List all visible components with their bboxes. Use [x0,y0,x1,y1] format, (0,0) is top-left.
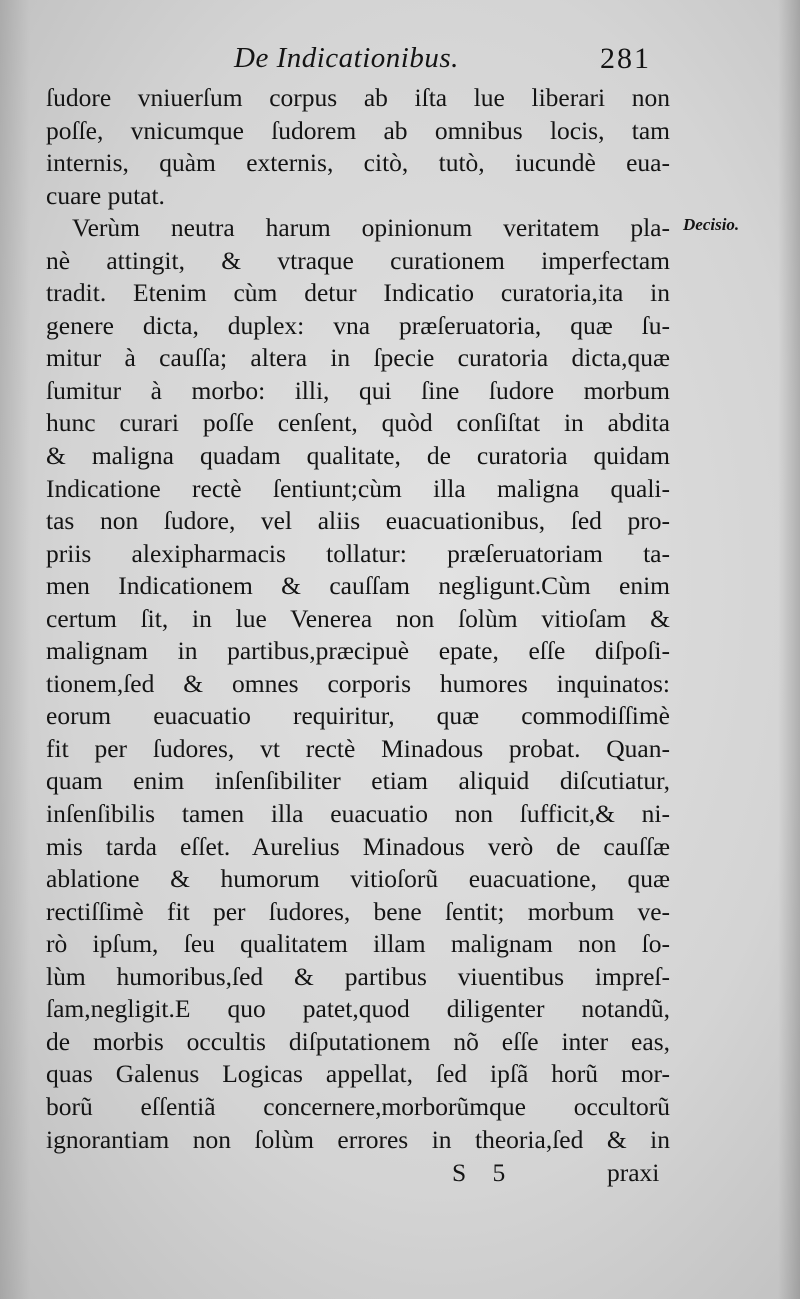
body-text [46,82,670,1156]
text-line: genere dicta, duplex: vna præſeruatoria, quæ ſu- [46,310,670,340]
text-line: mis tarda eſſet. Aurelius Minadous verò de cauſſæ [46,831,670,861]
text-line: certum ſit, in lue Venerea non ſolùm vitioſam & [46,603,670,633]
text-line: quas Galenus Logicas appellat, ſed ipſã horũ mor- [46,1059,670,1089]
text-line: de morbis occultis diſputationem nõ eſſe inter eas, [46,1026,670,1056]
running-title: De Indicationibus. [234,42,459,74]
signature-mark: S 5 [452,1158,516,1187]
text-line: men Indicationem & cauſſam negligunt.Cùm enim [46,571,670,601]
text-line: tradit. Etenim cùm detur Indicatio curatoria,ita in [46,278,670,308]
text-line: Indicatione rectè ſentiunt;cùm illa maligna quali- [46,473,670,503]
text-line: malignam in partibus,præcipuè epate, eſſe diſpoſi- [46,636,670,666]
margin-note: Decisio. [683,215,740,234]
text-line: rò ipſum, ſeu qualitatem illam malignam non ſo- [46,929,670,959]
text-line: tas non ſudore, vel aliis euacuationibus, ſed pro- [46,506,670,536]
text-line: Verùm neutra harum opinionum veritatem pla- [72,213,670,243]
text-line: ablatione & humorum vitioſorũ euacuatione, quæ [46,864,670,894]
text-line: ſumitur à morbo: illi, qui ſine ſudore morbum [46,375,670,405]
text-line: inſenſibilis tamen illa euacuatio non ſufficit,& ni- [46,799,670,829]
text-line: poſſe, vnicumque ſudorem ab omnibus locis, tam [46,115,670,145]
text-line: lùm humoribus,ſed & partibus viuentibus impreſ- [46,961,670,991]
text-line: eorum euacuatio requiritur, quæ commodiſſimè [46,701,670,731]
page-header [0,42,800,86]
catchword: praxi [607,1158,660,1187]
page-footer [0,1158,800,1194]
text-line: internis, quàm externis, citò, tutò, iucundè eua- [46,148,670,178]
text-line: ignorantiam non ſolùm errores in theoria,ſed & in [46,1124,670,1154]
text-line: fit per ſudores, vt rectè Minadous probat. Quan- [46,733,670,763]
text-line: cuare putat. [46,180,165,210]
text-line: ſam,negligit.E quo patet,quod diligenter notandũ, [46,994,670,1024]
text-line: tionem,ſed & omnes corporis humores inquinatos: [46,668,670,698]
text-line: rectiſſimè fit per ſudores, bene ſentit; morbum ve- [46,896,670,926]
page-number: 281 [600,42,651,75]
page-shadow-right [778,0,800,1299]
text-line: hunc curari poſſe cenſent, quòd conſiſtat in abdita [46,408,670,438]
page-shadow-left [0,0,30,1299]
text-line: priis alexipharmacis tollatur: præſeruatoriam ta- [46,538,670,568]
text-line: & maligna quadam qualitate, de curatoria quidam [46,441,670,471]
text-line: ſudore vniuerſum corpus ab iſta lue liberari non [46,83,670,112]
text-line: mitur à cauſſa; altera in ſpecie curatoria dicta,quæ [46,343,670,373]
text-line: quam enim inſenſibiliter etiam aliquid diſcutiatur, [46,766,670,796]
text-line: borũ eſſentiã concernere,morborũmque occultorũ [46,1091,670,1121]
text-line: nè attingit, & vtraque curationem imperfectam [46,245,670,275]
